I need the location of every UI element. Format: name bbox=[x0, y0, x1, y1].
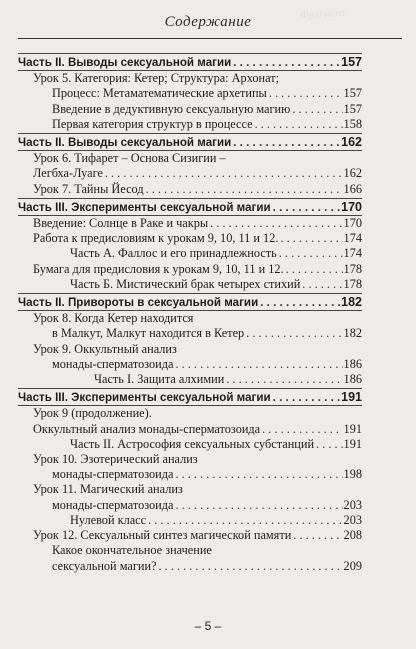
toc-entry[interactable]: Введение: Солнце в Раке и чакры . . . 170 bbox=[18, 216, 362, 231]
toc-entry[interactable]: Бумага для предисловия к урокам 9, 10, 11 и 12. . . . 178 bbox=[18, 262, 362, 277]
toc-lesson-line[interactable]: Урок 8. Когда Кетер находится bbox=[33, 311, 194, 326]
toc-entry[interactable]: монады-сперматозоида . . . 203 bbox=[18, 498, 362, 513]
toc-entry[interactable]: Часть II. Астрософия сексуальных субстанций . . . 191 bbox=[18, 437, 362, 452]
toc-entry[interactable]: сексуальной магии? . . . 209 bbox=[18, 559, 362, 574]
bleed-through-text: Фрагмент bbox=[299, 6, 347, 22]
toc-entry[interactable]: Часть А. Фаллос и его принадлежность . . . 174 bbox=[18, 246, 362, 261]
toc-lesson-line[interactable]: Урок 11. Магический анализ bbox=[33, 482, 183, 497]
toc-entry[interactable]: Процесс: Метаматематические архетипы . . . 157 bbox=[18, 86, 362, 101]
toc-entry[interactable]: Урок 7. Тайны Йесод . . . 166 bbox=[18, 182, 362, 197]
toc-entry[interactable]: в Малкут, Малкут находится в Кетер . . . 182 bbox=[18, 326, 362, 341]
toc-part-heading[interactable]: Часть II. Выводы сексуальной магии . . . 162 bbox=[18, 133, 362, 151]
toc-lesson-line[interactable]: Какое окончательное значение bbox=[52, 543, 212, 558]
toc-entry[interactable]: Нулевой класс . . . 203 bbox=[18, 513, 362, 528]
toc-lesson-line[interactable]: Урок 6. Тифарет – Основа Сизигии – bbox=[33, 151, 226, 166]
toc-entry[interactable]: Работа к предисловиям к урокам 9, 10, 11 и 12. . . . 174 bbox=[18, 231, 362, 246]
toc-entry[interactable]: Легбха-Луаге . . . 162 bbox=[18, 166, 362, 181]
toc-lesson-line[interactable]: Урок 5. Категория: Кетер; Структура: Архонат; bbox=[33, 71, 280, 86]
toc-part-heading[interactable]: Часть II. Выводы сексуальной магии . . . 157 bbox=[18, 53, 362, 71]
toc-part-heading[interactable]: Часть III. Эксперименты сексуальной магии . . . 191 bbox=[18, 388, 362, 406]
toc-entry[interactable]: Введение в дедуктивную сексуальную магию . . . 157 bbox=[18, 102, 362, 117]
toc-lesson-line[interactable]: Урок 9. Оккультный анализ bbox=[33, 341, 177, 356]
toc-entry[interactable]: Часть I. Защита алхимии . . . 186 bbox=[18, 372, 362, 387]
table-of-contents bbox=[18, 52, 362, 574]
toc-entry[interactable]: Урок 12. Сексуальный синтез магической памяти . . . 208 bbox=[18, 528, 362, 543]
toc-entry[interactable]: Часть Б. Мистический брак четырех стихий . . . 178 bbox=[18, 277, 362, 292]
toc-entry[interactable]: монады-сперматозоида . . . 186 bbox=[18, 357, 362, 372]
toc-entry[interactable]: Первая категория структур в процессе . . . 158 bbox=[18, 117, 362, 132]
toc-part-heading[interactable]: Часть III. Эксперименты сексуальной магии . . . 170 bbox=[18, 198, 362, 216]
toc-lesson-line[interactable]: Урок 10. Эзотерический анализ bbox=[33, 452, 198, 467]
header-rule bbox=[18, 38, 402, 39]
toc-entry[interactable]: Оккультный анализ монады-сперматозоида . . . 191 bbox=[18, 422, 362, 437]
toc-lesson-line[interactable]: Урок 9 (продолжение). bbox=[33, 406, 152, 421]
toc-entry[interactable]: монады-сперматозоида . . . 198 bbox=[18, 467, 362, 482]
toc-part-heading[interactable]: Часть II. Привороты в сексуальной магии . . . 182 bbox=[18, 293, 362, 311]
page-header-title: Содержание bbox=[164, 14, 252, 30]
page-number: – 5 – bbox=[194, 619, 222, 633]
